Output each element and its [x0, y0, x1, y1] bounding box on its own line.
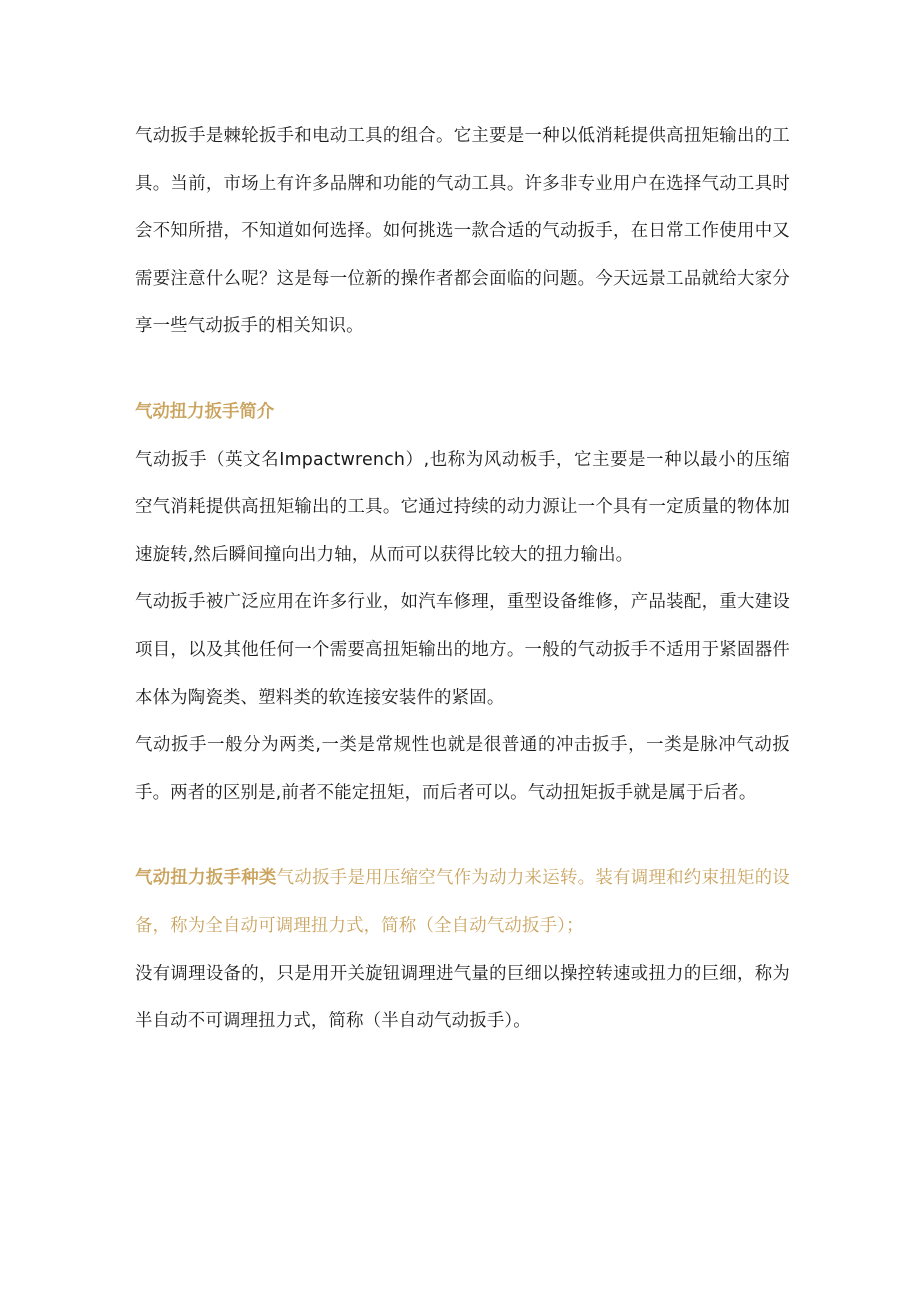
section-gap — [135, 817, 790, 855]
section-gap — [135, 351, 790, 389]
section1-paragraph-definition: 气动扳手（英文名Impactwrench）,也称为风动板手，它主要是一种以最小的压缩空气消耗提供高扭矩输出的工具。它通过持续的动力源让一个具有一定质量的物体加速旋转,然后瞬间撞向出力轴，从而可以获得比较大的扭力输出。 — [135, 449, 790, 565]
section1-paragraph-applications: 气动扳手被广泛应用在许多行业，如汽车修理，重型设备维修，产品装配，重大建设项目，以及其他任何一个需要高扭矩输出的地方。一般的气动扳手不适用于紧固器件本体为陶瓷类、塑料类的软连接安装件的紧固。 — [135, 592, 790, 708]
section-heading-intro: 气动扭力扳手简介 — [135, 401, 275, 422]
intro-paragraph: 气动扳手是棘轮扳手和电动工具的组合。它主要是一种以低消耗提供高扭矩输出的工具。当前，市场上有许多品牌和功能的气动工具。许多非专业用户在选择气动工具时会不知所措，不知道如何选择。如何挑选一款合适的气动扳手，在日常工作使用中又需要注意什么呢？这是每一位新的操作者都会面临的问题。今天远景工品就给大家分享一些气动扳手的相关知识。 — [135, 126, 790, 337]
section-heading-types: 气动扭力扳手种类 — [135, 868, 277, 889]
document-body — [135, 113, 790, 1046]
section2-lead-paragraph — [135, 855, 790, 950]
section1-paragraph-types: 气动扳手一般分为两类,一类是常规性也就是很普通的冲击扳手，一类是脉冲气动扳手。两者的区别是,前者不能定扭矩，而后者可以。气动扭矩扳手就是属于后者。 — [135, 735, 790, 803]
section2-paragraph-semi-auto: 没有调理设备的，只是用开关旋钮调理进气量的巨细以操控转速或扭力的巨细，称为半自动不可调理扭力式，简称（半自动气动扳手）。 — [135, 963, 790, 1032]
section2-lead-text: 气动扳手是用压缩空气作为动力来运转。装有调理和约束扭矩的设备，称为全自动可调理扭力式，简称（全自动气动扳手）； — [135, 868, 790, 936]
